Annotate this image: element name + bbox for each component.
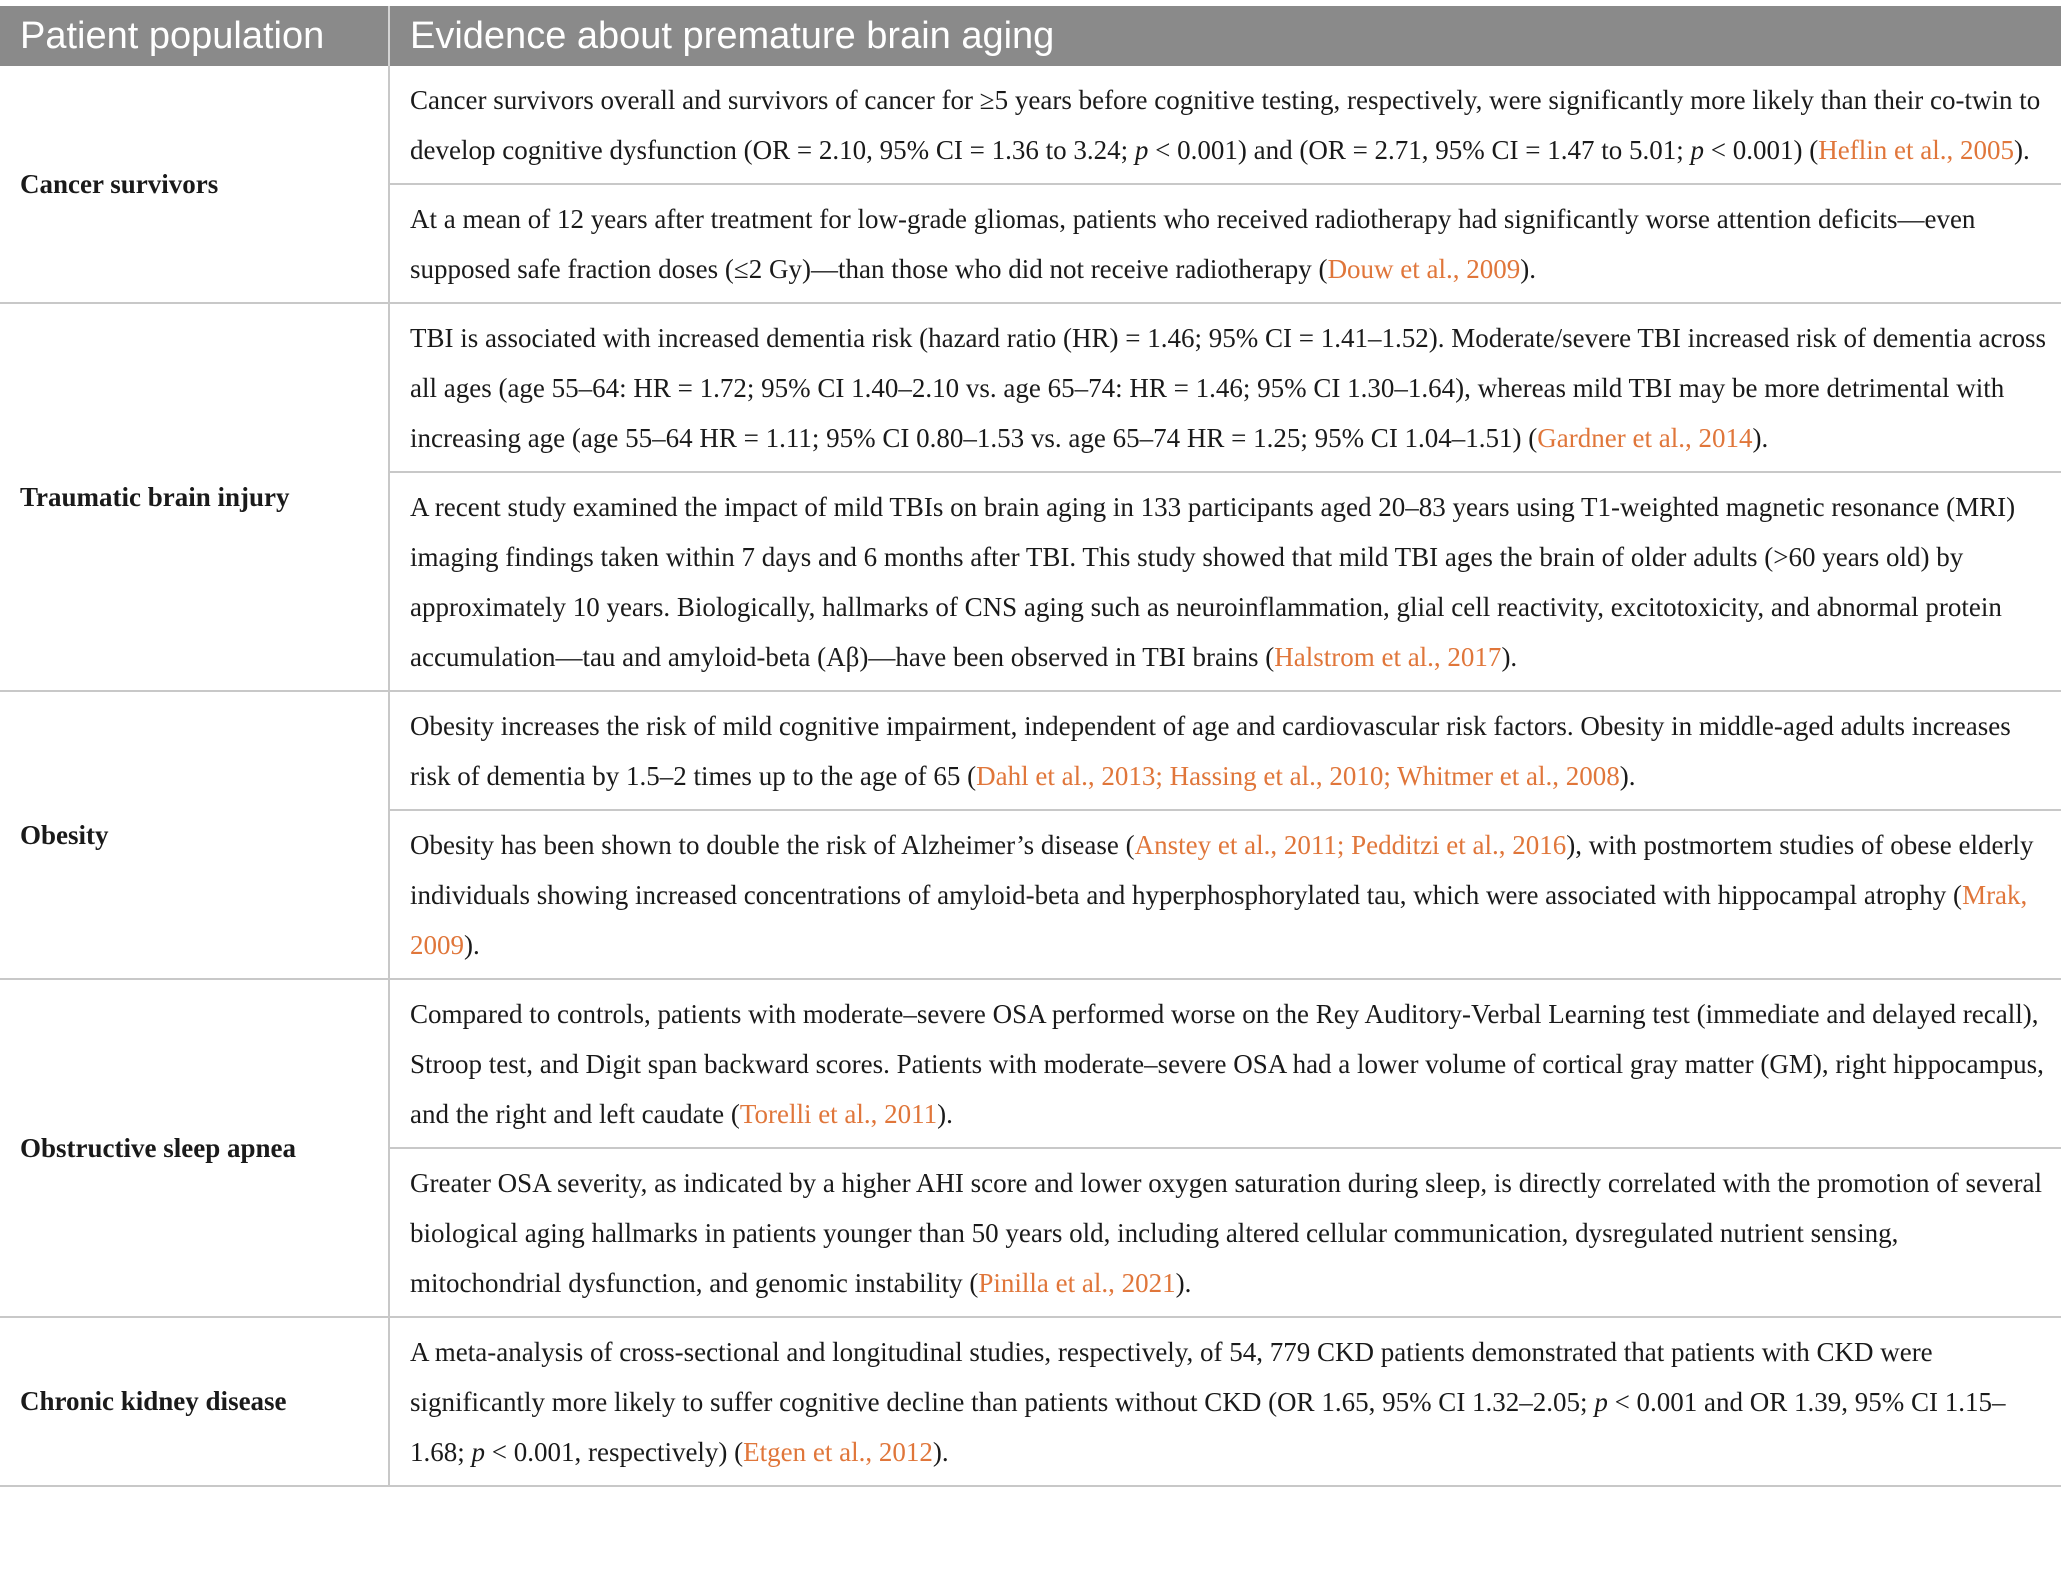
header-patient-population: Patient population — [0, 6, 389, 66]
population-cell: Obesity — [0, 691, 389, 979]
evidence-cell — [389, 810, 2061, 979]
citation-link[interactable]: Etgen et al., 2012 — [743, 1437, 933, 1467]
table-row — [0, 1317, 2061, 1486]
table-row — [0, 979, 2061, 1148]
evidence-text: TBI is associated with increased dementia risk (hazard ratio (HR) = 1.46; 95% CI = 1.41–1.52). Moderate/severe TBI increased risk of dementia across all ages (age 55–64: HR = 1.72; 95% CI 1.40–2.10 vs. age 65–74: HR = 1.46; 95% CI 1.30–1.64), whereas mild TBI may be more detrimental with increasing age (age 55–64 HR = 1.11; 95% CI 0.80–1.53 vs. age 65–74 HR = 1.25; 95% CI 1.04–1.51) ( — [410, 323, 2046, 453]
evidence-cell — [389, 66, 2061, 184]
evidence-text: < 0.001, respectively) ( — [485, 1437, 744, 1467]
evidence-cell — [389, 303, 2061, 472]
evidence-text: ). — [1520, 254, 1537, 284]
evidence-text: ). — [2013, 135, 2030, 165]
population-cell: Cancer survivors — [0, 66, 389, 303]
citation-link[interactable]: Douw et al., 2009 — [1327, 254, 1521, 284]
citation-link[interactable]: Mrak, 2009 — [410, 880, 2028, 960]
evidence-text: Cancer survivors overall and survivors of cancer for ≥5 years before cognitive testing, respectively, were significantly more likely than their co-twin to develop cognitive dysfunction (OR = 2.10, 95% CI = 1.36 to 3.24; — [410, 85, 2041, 165]
evidence-text: ). — [1619, 761, 1636, 791]
p-value-symbol: p — [471, 1437, 486, 1467]
evidence-text: Obesity has been shown to double the risk of Alzheimer’s disease ( — [410, 830, 1135, 860]
citation-link[interactable]: Pinilla et al., 2021 — [978, 1268, 1176, 1298]
table-body — [0, 66, 2061, 1486]
evidence-text: < 0.001) ( — [1704, 135, 1819, 165]
header-row — [0, 6, 2061, 66]
citation-link[interactable]: Anstey et al., 2011; Pedditzi et al., 2016 — [1134, 830, 1567, 860]
evidence-text: A recent study examined the impact of mild TBIs on brain aging in 133 participants aged 20–83 years using T1-weighted magnetic resonance (MRI) imaging findings taken within 7 days and 6 months after TBI. This study showed that mild TBI ages the brain of older adults (>60 years old) by approximately 10 years. Biologically, hallmarks of CNS aging such as neuroinflammation, glial cell reactivity, excitotoxicity, and abnormal protein accumulation—tau and amyloid-beta (Aβ)—have been observed in TBI brains ( — [410, 492, 2016, 672]
citation-link[interactable]: Heflin et al., 2005 — [1818, 135, 2014, 165]
population-cell: Obstructive sleep apnea — [0, 979, 389, 1317]
table-header — [0, 6, 2061, 66]
evidence-cell — [389, 691, 2061, 810]
evidence-text: Compared to controls, patients with moderate–severe OSA performed worse on the Rey Auditory-Verbal Learning test (immediate and delayed recall), Stroop test, and Digit span backward scores. Patients with moderate–severe OSA had a lower volume of cortical gray matter (GM), right hippocampus, and the right and left caudate ( — [410, 999, 2044, 1129]
evidence-text: A meta-analysis of cross-sectional and longitudinal studies, respectively, of 54, 779 CKD patients demonstrated that patients with CKD were significantly more likely to suffer cognitive decline than patients without CKD (OR 1.65, 95% CI 1.32–2.05; — [410, 1337, 1933, 1417]
citation-link[interactable]: Gardner et al., 2014 — [1537, 423, 1753, 453]
citation-link[interactable]: Dahl et al., 2013; Hassing et al., 2010; Whitmer et al., 2008 — [976, 761, 1620, 791]
evidence-text: < 0.001) and (OR = 2.71, 95% CI = 1.47 to 5.01; — [1148, 135, 1691, 165]
evidence-text: ), with postmortem studies of obese elderly individuals showing increased concentrations of amyloid-beta and hyperphosphorylated tau, which were associated with hippocampal atrophy ( — [410, 830, 2034, 910]
citation-link[interactable]: Halstrom et al., 2017 — [1274, 642, 1502, 672]
header-evidence: Evidence about premature brain aging — [389, 6, 2061, 66]
population-cell: Chronic kidney disease — [0, 1317, 389, 1486]
evidence-cell — [389, 1148, 2061, 1317]
evidence-cell — [389, 1317, 2061, 1486]
evidence-text: At a mean of 12 years after treatment for low-grade gliomas, patients who received radiotherapy had significantly worse attention deficits—even supposed safe fraction doses (≤2 Gy)—than those who did not receive radiotherapy ( — [410, 204, 1976, 284]
evidence-text: ). — [937, 1099, 953, 1129]
evidence-text: ). — [464, 930, 480, 960]
evidence-text: Obesity increases the risk of mild cognitive impairment, independent of age and cardiovascular risk factors. Obesity in middle-aged adults increases risk of dementia by 1.5–2 times up to the age of 65 ( — [410, 711, 2011, 791]
evidence-text: ). — [932, 1437, 949, 1467]
evidence-text: Greater OSA severity, as indicated by a higher AHI score and lower oxygen saturation during sleep, is directly correlated with the promotion of several biological aging hallmarks in patients younger than 50 years old, including altered cellular communication, dysregulated nutrient sensing, mitochondrial dysfunction, and genomic instability ( — [410, 1168, 2042, 1298]
table-row — [0, 66, 2061, 184]
evidence-text: ). — [1175, 1268, 1192, 1298]
evidence-cell — [389, 472, 2061, 691]
evidence-cell — [389, 979, 2061, 1148]
evidence-text: < 0.001 and OR 1.39, 95% CI 1.15–1.68; — [410, 1387, 2006, 1467]
evidence-table — [0, 6, 2061, 1487]
table-row — [0, 303, 2061, 472]
population-cell: Traumatic brain injury — [0, 303, 389, 691]
p-value-symbol: p — [1594, 1387, 1608, 1417]
p-value-symbol: p — [1134, 135, 1149, 165]
p-value-symbol: p — [1690, 135, 1705, 165]
evidence-text: ). — [1752, 423, 1769, 453]
citation-link[interactable]: Torelli et al., 2011 — [739, 1099, 938, 1129]
evidence-text: ). — [1501, 642, 1518, 672]
table-row — [0, 691, 2061, 810]
evidence-cell — [389, 184, 2061, 303]
